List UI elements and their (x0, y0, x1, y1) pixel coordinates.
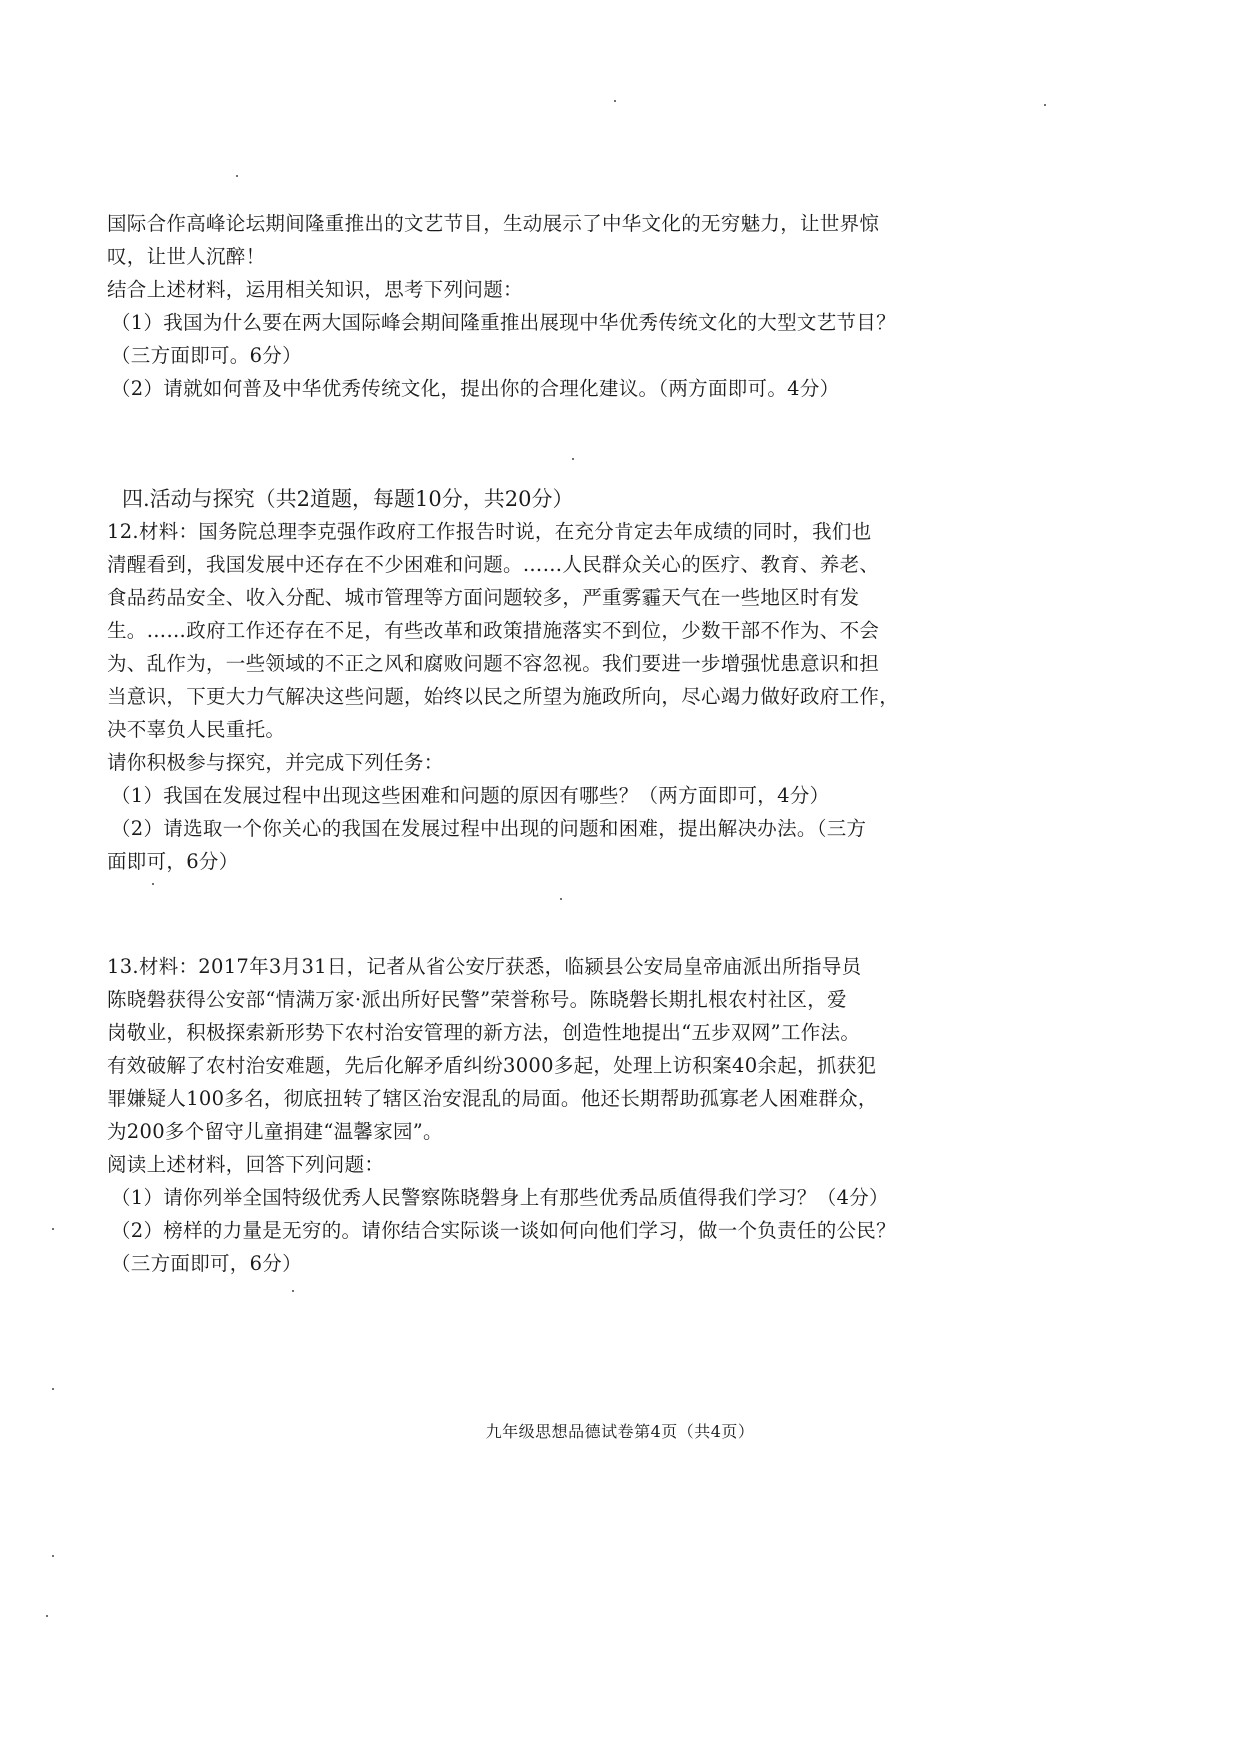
material-text-line: 叹，让世人沉醉！ (107, 245, 266, 268)
material-text-line: 食品药品安全、收入分配、城市管理等方面问题较多，严重雾霾天气在一些地区时有发 (107, 586, 860, 609)
sub-question-2-score: （三方面即可，6分） (111, 1252, 302, 1275)
page-footer: 九年级思想品德试卷第4页（共4页） (485, 1422, 755, 1441)
scan-speck (560, 898, 562, 900)
previous-question-continuation (107, 207, 917, 405)
scan-speck (52, 1228, 54, 1230)
question-13 (107, 950, 917, 1280)
section-four-heading: 四.活动与探究（共2道题，每题10分，共20分） (122, 487, 574, 511)
material-text-line: 生。……政府工作还存在不足，有些改革和政策措施落实不到位，少数干部不作为、不会 (107, 619, 880, 642)
material-text-line: 陈晓磐获得公安部“情满万家·派出所好民警”荣誉称号。陈晓磐长期扎根农村社区，爱 (107, 988, 847, 1011)
instruction-text: 结合上述材料，运用相关知识，思考下列问题： (107, 278, 523, 301)
scan-speck (152, 883, 154, 885)
sub-question-1-score: （三方面即可。6分） (111, 344, 302, 367)
sub-question-1: （1）我国在发展过程中出现这些困难和问题的原因有哪些？（两方面即可，4分） (111, 784, 830, 807)
sub-question-2: （2）请选取一个你关心的我国在发展过程中出现的问题和困难，提出解决办法。（三方 (111, 817, 867, 840)
material-text-line: 罪嫌疑人100多名，彻底扭转了辖区治安混乱的局面。他还长期帮助孤寡老人困难群众， (107, 1087, 878, 1110)
instruction-text: 阅读上述材料，回答下列问题： (107, 1153, 385, 1176)
sub-question-2: （2）榜样的力量是无穷的。请你结合实际谈一谈如何向他们学习，做一个负责任的公民？ (111, 1219, 896, 1242)
sub-question-2-score: 面即可，6分） (107, 850, 239, 873)
question-12 (107, 515, 917, 878)
material-text-line: 12.材料：国务院总理李克强作政府工作报告时说，在充分肯定去年成绩的同时，我们也 (107, 520, 872, 543)
scan-speck (52, 1555, 54, 1557)
material-text-line: 岗敬业，积极探索新形势下农村治安管理的新方法，创造性地提出“五步双网”工作法。 (107, 1021, 861, 1044)
material-text-line: 为、乱作为，一些领域的不正之风和腐败问题不容忽视。我们要进一步增强忧患意识和担 (107, 652, 880, 675)
scan-speck (572, 458, 574, 460)
instruction-text: 请你积极参与探究，并完成下列任务： (107, 751, 444, 774)
scan-speck (292, 1290, 294, 1292)
scan-speck (614, 100, 616, 102)
material-text-line: 13.材料：2017年3月31日，记者从省公安厅获悉，临颍县公安局皇帝庙派出所指导员 (107, 955, 862, 978)
scan-speck (1044, 104, 1046, 106)
scan-speck (46, 1615, 48, 1617)
material-text-line: 当意识，下更大力气解决这些问题，始终以民之所望为施政所向，尽心竭力做好政府工作， (107, 685, 900, 708)
material-text-line: 决不辜负人民重托。 (107, 718, 286, 741)
sub-question-1: （1）我国为什么要在两大国际峰会期间隆重推出展现中华优秀传统文化的大型文艺节目？ (111, 311, 896, 334)
material-text-line: 清醒看到，我国发展中还存在不少困难和问题。……人民群众关心的医疗、教育、养老、 (107, 553, 880, 576)
material-text-line: 有效破解了农村治安难题，先后化解矛盾纠纷3000多起，处理上访积案40余起，抓获犯 (107, 1054, 877, 1077)
sub-question-1: （1）请你列举全国特级优秀人民警察陈晓磐身上有那些优秀品质值得我们学习？（4分） (111, 1186, 889, 1209)
scan-speck (52, 1388, 54, 1390)
material-text-line: 为200多个留守儿童捐建“温馨家园”。 (107, 1120, 443, 1143)
sub-question-2: （2）请就如何普及中华优秀传统文化，提出你的合理化建议。（两方面即可。4分） (111, 377, 840, 400)
scan-speck (236, 175, 238, 177)
material-text-line: 国际合作高峰论坛期间隆重推出的文艺节目，生动展示了中华文化的无穷魅力，让世界惊 (107, 212, 880, 235)
